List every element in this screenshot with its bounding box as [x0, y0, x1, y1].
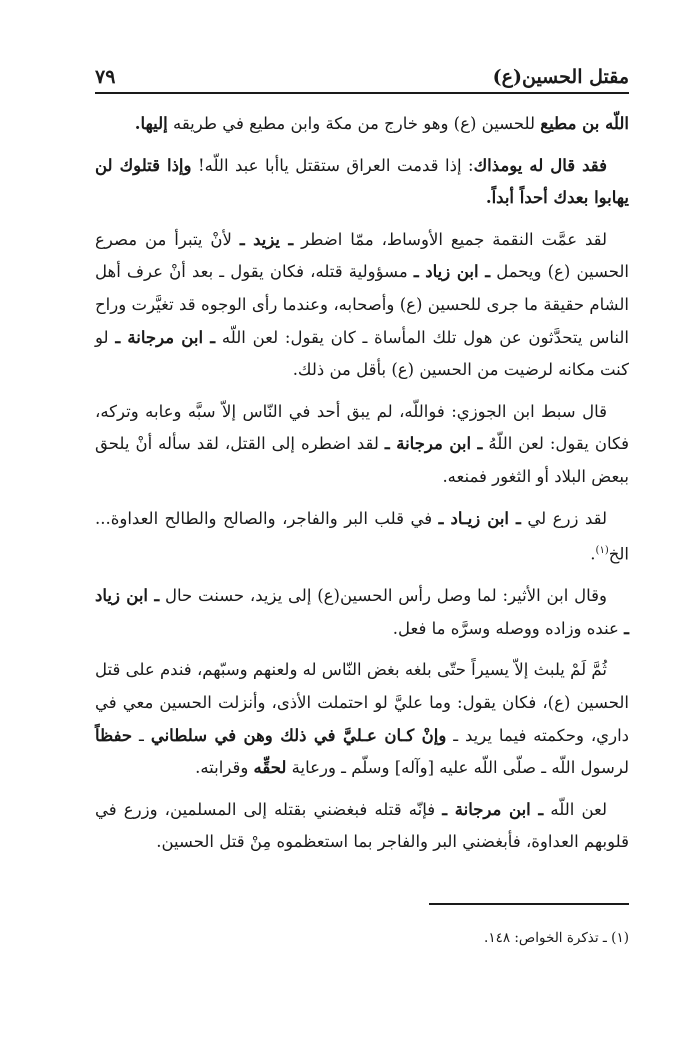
paragraph: [95, 150, 629, 215]
text-run: وقال ابن الأثير: لما وصل رأس الحسين(ع) إلى يزيد، حسنت حال: [159, 586, 607, 606]
page-number: ٧٩: [95, 66, 116, 88]
running-title: مقتل الحسين(ع): [492, 66, 629, 88]
bold-run: ـ ابن زياد ـ: [413, 262, 491, 282]
text-run: في قلب البر والفاجر، والصالح والطالح العداوة... الخ: [95, 508, 629, 564]
paragraph: [95, 224, 629, 387]
bold-run: وإنْ كـان عـليَّ في ذلك وهن في سلطاني: [150, 725, 447, 745]
text-run: قال سبط ابن الجوزي: فواللّه، لم يبق أحد في النّاس إلاّ سبَّه وعابه وتركه، فكان يقول: لعن اللّهُ: [95, 401, 629, 454]
bold-run: حفظاً: [95, 725, 133, 745]
text-run: ـ: [132, 725, 151, 745]
bold-run: ـ ابن زيـاد ـ: [438, 508, 521, 528]
text-run: لو كنت مكانه لرضيت من الحسين (ع) بأقل من ذلك.: [95, 327, 629, 380]
bold-run: ـ ابن مرجانة ـ: [115, 327, 216, 347]
text-run: لقد زرع لي: [520, 508, 607, 528]
text-run: عنده وزاده ووصله وسرَّه ما فعل.: [392, 618, 625, 638]
paragraph: [95, 794, 629, 859]
text-run: لعن اللّه: [543, 799, 607, 819]
text-run: لرسول اللّه ـ صلّى اللّه عليه [وآله] وسلّم ـ ورعاية: [286, 758, 629, 778]
footnote-divider: [429, 903, 629, 905]
bold-run: ـ ابن زياد ـ: [95, 586, 629, 638]
main-text: [95, 108, 629, 859]
bold-run: فقد قال له يومذاك: [473, 155, 607, 175]
bold-run: إليها.: [134, 114, 168, 133]
text-run: لأنْ يتبرأ من مصرع الحسين (ع) ويحمل: [95, 229, 629, 282]
footnote-reference: (١): [595, 545, 609, 557]
bold-run: ـ يزيد ـ: [239, 229, 294, 249]
bold-run: ـ ابن مرجانة ـ: [442, 799, 544, 819]
text-run: ثُمَّ لَمْ يلبث إلاّ يسيراً حتّى بلغه بغض النّاس له ولعنهم وسبّهم، فندم على قتل الحسين (ع)، فكان يقول: وما عليَّ لو احتملت الأذى، وأنزلت الحسين معي في داري، وحكمته فيما يريد ـ: [95, 660, 629, 745]
bold-run: لحقِّه: [253, 758, 287, 778]
text-run: .: [590, 544, 596, 564]
paragraph: [95, 654, 629, 784]
paragraph: [95, 396, 629, 494]
page-header: [95, 58, 629, 94]
paragraph: [95, 503, 629, 572]
text-run: لقد عمَّت النقمة جميع الأوساط، ممّا اضطر: [293, 229, 607, 249]
bold-run: اللّه بن مطيع: [540, 114, 629, 133]
text-run: للحسين (ع) وهو خارج من مكة وابن مطيع في طريقه: [167, 114, 541, 133]
text-run: فإنّه قتله فبغضني بقتله إلى المسلمين، وزرع في قلوبهم العداوة، فأبغضني البر والفاجر بما استعظموه مِنْ قتل الحسين.: [95, 799, 629, 852]
text-run: : إذا قدمت العراق ستقتل ياأبا عبد اللّه!: [191, 155, 474, 175]
text-run: مسؤولية قتله، فكان يقول ـ بعد أنْ عرف أهل الشام حقيقة ما جرى للحسين (ع) وأصحابه، وعندما رأى الوجوه قد تغيَّرت وراح الناس يتحدَّثون عن هول تلك المأساة ـ كان يقول: لعن اللّه: [95, 262, 630, 347]
text-run: وقرابته.: [195, 758, 254, 778]
paragraph: [95, 580, 629, 645]
footnote: (١) ـ تذكرة الخواص: ١٤٨.: [484, 930, 629, 946]
text-run: لقد اضطره إلى القتل، لقد سأله أنْ يلحق ببعض البلاد أو الثغور فمنعه.: [95, 434, 629, 486]
bold-run: وإذا قتلوك لن يهابوا بعدك أحداً أبداً.: [95, 155, 629, 208]
paragraph: [95, 108, 629, 141]
bold-run: ـ ابن مرجانة ـ: [384, 434, 483, 454]
